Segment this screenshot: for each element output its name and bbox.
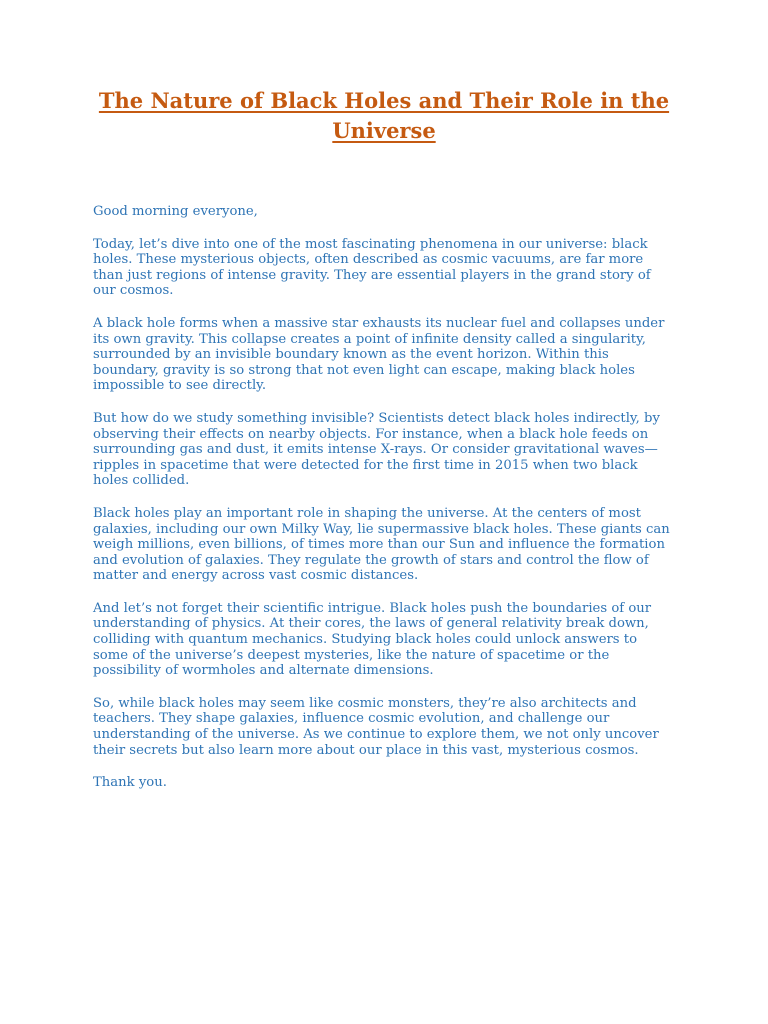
document-title: The Nature of Black Holes and Their Role in the Universe — [98, 88, 670, 143]
paragraph-detection: But how do we study something invisible? Scientists detect black holes indirectly, by observing their effects on nearby objects. For instance, when a black hole feeds on surrounding gas and dust, it emits intense X-rays. Or consider gravitational waves—ripples in spacetime that were detected for the first time in 2015 when two black holes collided. — [93, 410, 660, 489]
document-body — [93, 204, 675, 808]
paragraph-formation: A black hole forms when a massive star exhausts its nuclear fuel and collapses under its own gravity. This collapse creates a point of infinite density called a singularity, surrounded by an invisible boundary known as the event horizon. Within this boundary, gravity is so strong that not even light can escape, making black holes impossible to see directly. — [93, 315, 665, 394]
paragraph-intrigue: And let’s not forget their scientific intrigue. Black holes push the boundaries of our understanding of physics. At their cores, the laws of general relativity break down, colliding with quantum mechanics. Studying black holes could unlock answers to some of the universe’s deepest mysteries, like the nature of spacetime or the possibility of wormholes and alternate dimensions. — [93, 600, 652, 679]
greeting: Good morning everyone, — [93, 204, 258, 219]
paragraph-role: Black holes play an important role in shaping the universe. At the centers of most galaxies, including our own Milky Way, lie supermassive black holes. These giants can weigh millions, even billions, of times more than our Sun and influence the formation and evolution of galaxies. They regulate the growth of stars and control the flow of matter and energy across vast cosmic distances. — [93, 505, 670, 584]
paragraph-intro: Today, let’s dive into one of the most fascinating phenomena in our universe: black holes. These mysterious objects, often described as cosmic vacuums, are far more than just regions of intense gravity. They are essential players in the grand story of our cosmos. — [93, 236, 651, 299]
paragraph-conclusion: So, while black holes may seem like cosmic monsters, they’re also architects and teachers. They shape galaxies, influence cosmic evolution, and challenge our understanding of the universe. As we continue to explore them, we not only uncover their secrets but also learn more about our place in this vast, mysterious cosmos. — [93, 695, 659, 758]
closing: Thank you. — [93, 775, 167, 791]
